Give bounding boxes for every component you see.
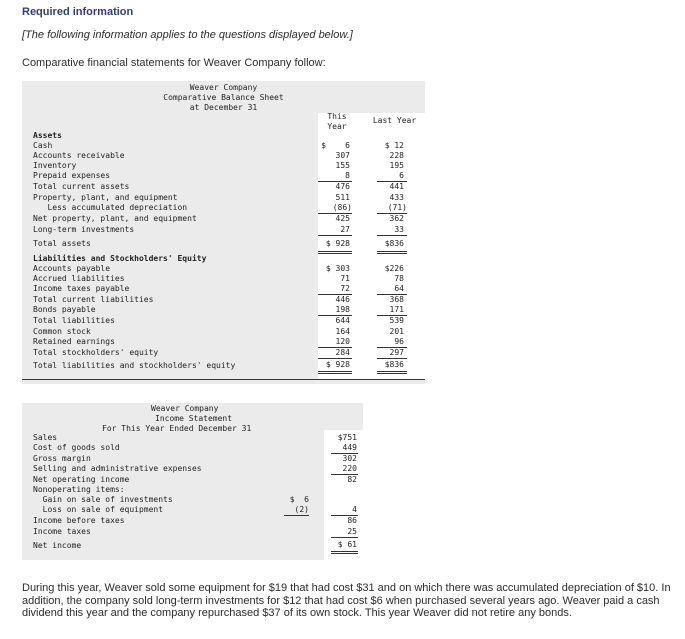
value-last-year: $836 [384, 239, 404, 248]
income-amount: 449 [342, 443, 357, 452]
income-amount: 4 [352, 505, 357, 514]
row-label: Income taxes payable [33, 284, 130, 293]
value-this-year: 644 [335, 316, 350, 325]
double-underline [377, 251, 407, 252]
value-this-year: 164 [335, 327, 350, 336]
balance-sheet-title-date: at December 31 [189, 103, 258, 112]
nonoperating-amount: $ 6 [289, 495, 309, 504]
value-this-year: 72 [340, 284, 350, 293]
balance-sheet-title-name: Comparative Balance Sheet [163, 93, 284, 102]
row-label: Net income [33, 541, 82, 550]
row-label: Total stockholders' equity [33, 348, 159, 357]
value-last-year: 64 [394, 284, 404, 293]
income-amount: 82 [347, 475, 357, 484]
row-label: Sales [33, 433, 58, 442]
underline [284, 515, 309, 516]
value-this-year: 307 [335, 151, 350, 160]
value-last-year: 368 [389, 295, 404, 304]
income-statement-title-company: Weaver Company [151, 404, 219, 413]
row-label: Accrued liabilities [33, 274, 125, 283]
double-underline [377, 371, 407, 372]
value-this-year: 198 [335, 305, 350, 314]
row-label: Long-term investments [33, 225, 135, 234]
row-label: Nonoperating items: [33, 485, 125, 494]
row-label: Total current liabilities [33, 295, 154, 304]
income-statement-title-period: For This Year Ended December 31 [102, 424, 252, 433]
value-last-year: 297 [389, 348, 404, 357]
row-label: Total liabilities [33, 316, 115, 325]
row-label: Accounts payable [33, 264, 111, 273]
row-label: Property, plant, and equipment [33, 193, 178, 202]
value-last-year: 78 [394, 274, 404, 283]
row-label: Accounts receivable [33, 151, 125, 160]
value-this-year: $ 928 [325, 360, 350, 369]
row-label: Total current assets [33, 182, 130, 191]
income-statement-title-name: Income Statement [155, 414, 233, 423]
row-label: Gain on sale of investments [33, 495, 173, 504]
row-label: Income before taxes [33, 516, 125, 525]
value-this-year: 446 [335, 295, 350, 304]
income-amount: 220 [342, 464, 357, 473]
value-last-year: 33 [394, 225, 404, 234]
double-underline [318, 251, 352, 252]
value-last-year: (71) [387, 203, 407, 212]
section-heading-liabilities-equity: Liabilities and Stockholders' Equity [33, 254, 207, 263]
nonoperating-amount: (2) [294, 505, 309, 514]
row-label: Cost of goods sold [33, 443, 120, 452]
value-this-year: $ 928 [325, 239, 350, 248]
value-last-year: 201 [389, 327, 404, 336]
income-amount: 86 [347, 516, 357, 525]
underline [377, 358, 407, 359]
double-underline [331, 553, 358, 554]
value-this-year: 71 [340, 274, 350, 283]
value-this-year: $ 303 [325, 264, 350, 273]
double-underline [318, 373, 352, 374]
underline [377, 235, 407, 236]
row-label: Loss on sale of equipment [33, 505, 164, 514]
required-information-heading: Required information [22, 6, 134, 18]
row-label: Total assets [33, 239, 91, 248]
column-header-this-year-line2: Year [327, 122, 347, 131]
value-this-year: 120 [335, 337, 350, 346]
value-last-year: 539 [389, 316, 404, 325]
double-underline [331, 551, 358, 552]
value-this-year: 476 [335, 182, 350, 191]
balance-sheet-bottom-rule [22, 379, 425, 384]
row-label: Common stock [33, 327, 91, 336]
row-label: Net property, plant, and equipment [33, 214, 197, 223]
value-last-year: $226 [384, 264, 404, 273]
value-last-year: 362 [389, 214, 404, 223]
value-last-year: 195 [389, 161, 404, 170]
row-label: Selling and administrative expenses [33, 464, 202, 473]
instruction-note: [The following information applies to the questions displayed below.] [22, 29, 353, 41]
value-last-year: 96 [394, 337, 404, 346]
double-underline [377, 253, 407, 254]
section-heading-assets: Assets [33, 131, 62, 140]
underline [318, 235, 352, 236]
value-this-year: (86) [332, 203, 352, 212]
column-header-last-year: Last Year [372, 116, 417, 125]
income-amount: $ 61 [337, 540, 357, 549]
value-this-year: 27 [340, 225, 350, 234]
row-label: Bonds payable [33, 305, 96, 314]
value-last-year: 6 [399, 171, 404, 180]
underline [331, 537, 358, 538]
value-this-year: 511 [335, 193, 350, 202]
intro-text: Comparative financial statements for Weaver Company follow: [22, 57, 326, 69]
value-this-year: $ 6 [321, 141, 350, 150]
comparative-balance-sheet [22, 81, 425, 383]
income-amount: 25 [347, 527, 357, 536]
value-this-year: 284 [335, 348, 350, 357]
value-last-year: 228 [389, 151, 404, 160]
value-last-year: 433 [389, 193, 404, 202]
income-amount: 302 [342, 454, 357, 463]
value-this-year: 8 [345, 171, 350, 180]
row-label: Less accumulated depreciation [33, 203, 188, 212]
underline [318, 358, 352, 359]
row-label: Cash [33, 141, 53, 150]
value-last-year: $836 [384, 360, 404, 369]
value-last-year: $ 12 [384, 141, 404, 150]
value-last-year: 171 [389, 305, 404, 314]
value-this-year: 425 [335, 214, 350, 223]
row-label: Gross margin [33, 454, 91, 463]
income-amount: $751 [337, 433, 357, 442]
value-this-year: 155 [335, 161, 350, 170]
balance-sheet-title-company: Weaver Company [189, 83, 258, 92]
double-underline [318, 253, 352, 254]
column-header-this-year-line1: This [327, 112, 347, 121]
row-label: Retained earnings [33, 337, 115, 346]
double-underline [318, 371, 352, 372]
income-statement [22, 403, 363, 560]
value-last-year: 441 [389, 182, 404, 191]
row-label: Income taxes [33, 527, 91, 536]
row-label: Total liabilities and stockholders' equity [33, 361, 236, 370]
row-label: Net operating income [33, 475, 130, 484]
row-label: Inventory [33, 161, 77, 170]
double-underline [377, 373, 407, 374]
row-label: Prepaid expenses [33, 171, 111, 180]
additional-information-paragraph: During this year, Weaver sold some equipment for $19 that had cost $31 and on which there was accumulated depreciation of $10. In addition, the company sold long-term investments for $12 that had cost $6 when purchased several years ago. Weaver paid a cash dividend this year and the company repurchased $37 of its own stock. This year Weaver did not retire any bonds. [22, 582, 671, 619]
